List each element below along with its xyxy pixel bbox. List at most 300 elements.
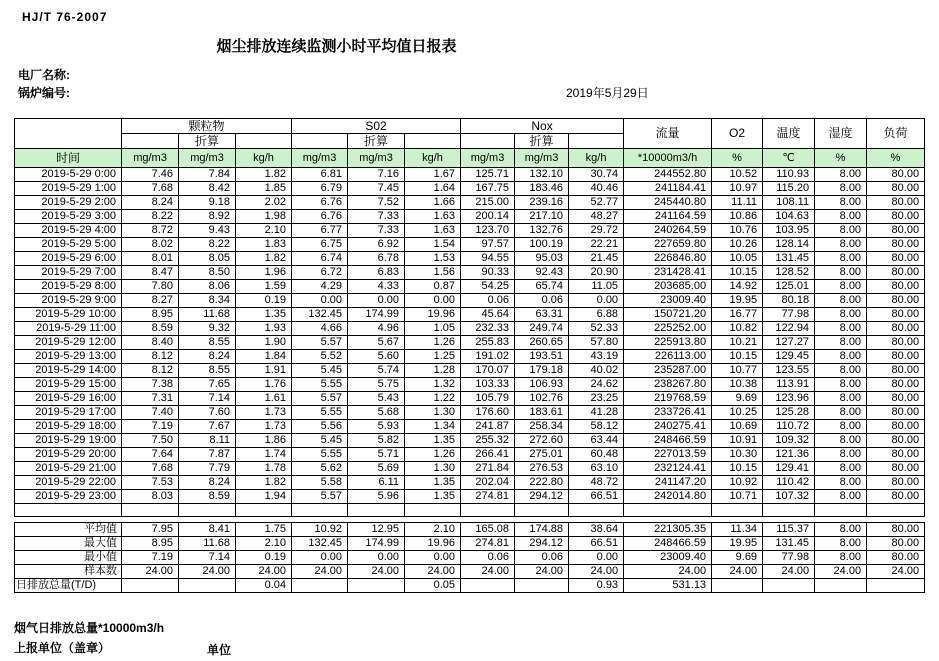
value-cell: 131.45 (763, 252, 815, 266)
value-cell: 249.74 (515, 322, 569, 336)
value-cell: 6.75 (292, 238, 348, 252)
value-cell: 22.21 (569, 238, 624, 252)
value-cell: 5.69 (348, 462, 405, 476)
value-cell: 5.55 (292, 378, 348, 392)
value-cell: 5.71 (348, 448, 405, 462)
table-row (15, 434, 925, 448)
value-cell: 1.98 (236, 210, 292, 224)
value-cell: 0.00 (405, 294, 461, 308)
value-cell: 48.72 (569, 476, 624, 490)
value-cell: 271.84 (461, 462, 515, 476)
time-cell: 2019-5-29 11:00 (15, 322, 122, 336)
table-header (15, 119, 925, 168)
summary-value-cell: 24.00 (867, 565, 925, 579)
value-cell: 7.50 (122, 434, 179, 448)
value-cell: 80.00 (867, 238, 925, 252)
value-cell: 95.03 (515, 252, 569, 266)
value-cell: 1.73 (236, 406, 292, 420)
value-cell: 7.64 (122, 448, 179, 462)
summary-value-cell: 9.69 (712, 551, 763, 565)
value-cell: 217.10 (515, 210, 569, 224)
table-row (15, 364, 925, 378)
value-cell: 8.00 (815, 378, 867, 392)
unit-header-cell: % (867, 149, 925, 168)
time-cell: 2019-5-29 3:00 (15, 210, 122, 224)
value-cell: 6.81 (292, 168, 348, 182)
value-cell: 174.99 (348, 308, 405, 322)
blank-row (15, 504, 925, 517)
table-row (15, 182, 925, 196)
value-cell: 4.33 (348, 280, 405, 294)
time-cell: 2019-5-29 9:00 (15, 294, 122, 308)
value-cell: 242014.80 (624, 490, 712, 504)
value-cell: 9.32 (179, 322, 236, 336)
value-cell: 106.93 (515, 378, 569, 392)
summary-value-cell: 24.00 (461, 565, 515, 579)
sub-header-converted-nox: 折算 (515, 134, 569, 149)
value-cell: 16.77 (712, 308, 763, 322)
unit-header-cell: kg/h (569, 149, 624, 168)
value-cell: 8.05 (179, 252, 236, 266)
summary-value-cell: 24.00 (236, 565, 292, 579)
value-cell: 203685.00 (624, 280, 712, 294)
table-row (15, 294, 925, 308)
time-cell: 2019-5-29 17:00 (15, 406, 122, 420)
summary-value-cell (348, 579, 405, 593)
value-cell: 10.05 (712, 252, 763, 266)
value-cell: 7.67 (179, 420, 236, 434)
value-cell: 103.33 (461, 378, 515, 392)
value-cell: 65.74 (515, 280, 569, 294)
summary-row (15, 565, 925, 579)
value-cell: 1.54 (405, 238, 461, 252)
value-cell: 232124.41 (624, 462, 712, 476)
value-cell: 80.00 (867, 350, 925, 364)
summary-value-cell (292, 579, 348, 593)
value-cell: 0.00 (292, 294, 348, 308)
value-cell: 226846.80 (624, 252, 712, 266)
value-cell: 54.25 (461, 280, 515, 294)
time-cell: 2019-5-29 21:00 (15, 462, 122, 476)
unit-header-cell: mg/m3 (179, 149, 236, 168)
value-cell: 4.29 (292, 280, 348, 294)
value-cell: 8.00 (815, 336, 867, 350)
value-cell: 5.45 (292, 434, 348, 448)
value-cell: 115.20 (763, 182, 815, 196)
summary-value-cell: 77.98 (763, 551, 815, 565)
blank-cell (122, 504, 179, 517)
sub-header-cell (122, 134, 179, 149)
value-cell: 255.32 (461, 434, 515, 448)
value-cell: 45.64 (461, 308, 515, 322)
value-cell: 1.82 (236, 476, 292, 490)
summary-value-cell: 24.00 (815, 565, 867, 579)
value-cell: 6.77 (292, 224, 348, 238)
value-cell: 225913.80 (624, 336, 712, 350)
value-cell: 5.60 (348, 350, 405, 364)
value-cell: 266.41 (461, 448, 515, 462)
value-cell: 7.79 (179, 462, 236, 476)
blank-cell (15, 504, 122, 517)
table-row (15, 462, 925, 476)
blank-cell (405, 504, 461, 517)
sub-header-cell (405, 134, 461, 149)
summary-value-cell: 8.00 (815, 551, 867, 565)
value-cell: 6.11 (348, 476, 405, 490)
value-cell: 80.00 (867, 294, 925, 308)
blank-cell (179, 504, 236, 517)
table-row (15, 476, 925, 490)
time-cell: 2019-5-29 15:00 (15, 378, 122, 392)
value-cell: 80.00 (867, 462, 925, 476)
boiler-number-label: 锅炉编号: (18, 86, 70, 100)
value-cell: 6.78 (348, 252, 405, 266)
time-cell: 2019-5-29 7:00 (15, 266, 122, 280)
value-cell: 0.06 (515, 294, 569, 308)
value-cell: 5.75 (348, 378, 405, 392)
value-cell: 5.57 (292, 336, 348, 350)
value-cell: 105.79 (461, 392, 515, 406)
summary-value-cell: 2.10 (405, 523, 461, 537)
value-cell: 8.01 (122, 252, 179, 266)
value-cell: 1.78 (236, 462, 292, 476)
summary-value-cell (867, 579, 925, 593)
table-row (15, 336, 925, 350)
group-header-row (15, 119, 925, 134)
summary-value-cell: 8.95 (122, 537, 179, 551)
value-cell: 1.56 (405, 266, 461, 280)
value-cell: 7.16 (348, 168, 405, 182)
summary-row (15, 551, 925, 565)
value-cell: 1.73 (236, 420, 292, 434)
value-cell: 123.96 (763, 392, 815, 406)
value-cell: 125.01 (763, 280, 815, 294)
value-cell: 1.30 (405, 406, 461, 420)
value-cell: 10.38 (712, 378, 763, 392)
time-cell: 2019-5-29 8:00 (15, 280, 122, 294)
value-cell: 10.71 (712, 490, 763, 504)
value-cell: 10.52 (712, 168, 763, 182)
value-cell: 1.25 (405, 350, 461, 364)
value-cell: 1.35 (405, 476, 461, 490)
value-cell: 1.61 (236, 392, 292, 406)
value-cell: 57.80 (569, 336, 624, 350)
value-cell: 60.48 (569, 448, 624, 462)
value-cell: 6.76 (292, 196, 348, 210)
value-cell: 7.31 (122, 392, 179, 406)
summary-value-cell: 0.06 (461, 551, 515, 565)
table-row (15, 168, 925, 182)
summary-value-cell: 38.64 (569, 523, 624, 537)
value-cell: 8.92 (179, 210, 236, 224)
blank-cell (624, 504, 712, 517)
value-cell: 6.76 (292, 210, 348, 224)
value-cell: 103.95 (763, 224, 815, 238)
value-cell: 231428.41 (624, 266, 712, 280)
sub-header-cell (461, 134, 515, 149)
summary-label: 平均值 (15, 523, 122, 537)
unit-header-cell: % (712, 149, 763, 168)
value-cell: 41.28 (569, 406, 624, 420)
value-cell: 80.00 (867, 308, 925, 322)
value-cell: 8.11 (179, 434, 236, 448)
time-cell: 2019-5-29 16:00 (15, 392, 122, 406)
value-cell: 6.72 (292, 266, 348, 280)
value-cell: 1.83 (236, 238, 292, 252)
value-cell: 1.76 (236, 378, 292, 392)
value-cell: 7.33 (348, 224, 405, 238)
value-cell: 1.28 (405, 364, 461, 378)
value-cell: 24.62 (569, 378, 624, 392)
value-cell: 8.00 (815, 224, 867, 238)
value-cell: 52.77 (569, 196, 624, 210)
value-cell: 40.02 (569, 364, 624, 378)
value-cell: 8.50 (179, 266, 236, 280)
summary-value-cell: 174.99 (348, 537, 405, 551)
value-cell: 183.61 (515, 406, 569, 420)
summary-value-cell: 24.00 (515, 565, 569, 579)
value-cell: 1.84 (236, 350, 292, 364)
value-cell: 239.16 (515, 196, 569, 210)
unit-header-cell: mg/m3 (515, 149, 569, 168)
table-row (15, 280, 925, 294)
value-cell: 226113.00 (624, 350, 712, 364)
time-cell: 2019-5-29 18:00 (15, 420, 122, 434)
value-cell: 8.00 (815, 434, 867, 448)
value-cell: 7.53 (122, 476, 179, 490)
value-cell: 40.46 (569, 182, 624, 196)
value-cell: 123.55 (763, 364, 815, 378)
value-cell: 6.83 (348, 266, 405, 280)
summary-value-cell: 0.04 (236, 579, 292, 593)
value-cell: 8.00 (815, 280, 867, 294)
value-cell: 80.18 (763, 294, 815, 308)
value-cell: 8.00 (815, 238, 867, 252)
emissions-table (14, 118, 925, 593)
value-cell: 260.65 (515, 336, 569, 350)
value-cell: 80.00 (867, 168, 925, 182)
value-cell: 6.88 (569, 308, 624, 322)
value-cell: 225252.00 (624, 322, 712, 336)
summary-value-cell: 8.41 (179, 523, 236, 537)
value-cell: 8.00 (815, 350, 867, 364)
summary-label: 最小值 (15, 551, 122, 565)
time-cell: 2019-5-29 14:00 (15, 364, 122, 378)
value-cell: 2.02 (236, 196, 292, 210)
value-cell: 1.59 (236, 280, 292, 294)
value-cell: 0.19 (236, 294, 292, 308)
value-cell: 7.84 (179, 168, 236, 182)
value-cell: 23.25 (569, 392, 624, 406)
time-header-spacer (15, 119, 122, 149)
summary-label: 日排放总量(T/D) (15, 579, 122, 593)
value-cell: 274.81 (461, 490, 515, 504)
value-cell: 1.05 (405, 322, 461, 336)
summary-value-cell (815, 579, 867, 593)
plant-name-label: 电厂名称: (18, 68, 70, 82)
summary-value-cell: 80.00 (867, 537, 925, 551)
value-cell: 1.82 (236, 168, 292, 182)
value-cell: 1.26 (405, 336, 461, 350)
value-cell: 80.00 (867, 182, 925, 196)
value-cell: 8.24 (122, 196, 179, 210)
value-cell: 127.27 (763, 336, 815, 350)
value-cell: 4.96 (348, 322, 405, 336)
value-cell: 8.00 (815, 266, 867, 280)
summary-label: 最大值 (15, 537, 122, 551)
summary-value-cell: 19.95 (712, 537, 763, 551)
summary-value-cell: 24.00 (405, 565, 461, 579)
table-row (15, 252, 925, 266)
summary-value-cell: 0.00 (292, 551, 348, 565)
value-cell: 11.11 (712, 196, 763, 210)
unit-header-cell: ℃ (763, 149, 815, 168)
summary-value-cell: 132.45 (292, 537, 348, 551)
summary-value-cell: 115.37 (763, 523, 815, 537)
value-cell: 8.00 (815, 462, 867, 476)
value-cell: 110.42 (763, 476, 815, 490)
value-cell: 10.21 (712, 336, 763, 350)
value-cell: 80.00 (867, 420, 925, 434)
summary-value-cell: 7.95 (122, 523, 179, 537)
unit-header-cell: kg/h (405, 149, 461, 168)
value-cell: 8.00 (815, 322, 867, 336)
value-cell: 8.00 (815, 196, 867, 210)
value-cell: 7.38 (122, 378, 179, 392)
value-cell: 5.45 (292, 364, 348, 378)
value-cell: 77.98 (763, 308, 815, 322)
summary-value-cell: 23009.40 (624, 551, 712, 565)
group-header-so2: S02 (292, 119, 461, 134)
value-cell: 1.30 (405, 462, 461, 476)
value-cell: 80.00 (867, 434, 925, 448)
value-cell: 1.86 (236, 434, 292, 448)
table-row (15, 420, 925, 434)
value-cell: 52.33 (569, 322, 624, 336)
value-cell: 10.97 (712, 182, 763, 196)
value-cell: 8.02 (122, 238, 179, 252)
summary-value-cell (122, 579, 179, 593)
table-body (15, 168, 925, 593)
summary-value-cell (712, 579, 763, 593)
value-cell: 10.15 (712, 266, 763, 280)
blank-cell (815, 504, 867, 517)
value-cell: 240264.59 (624, 224, 712, 238)
blank-cell (292, 504, 348, 517)
value-cell: 97.57 (461, 238, 515, 252)
table-row (15, 308, 925, 322)
group-header-nox: Nox (461, 119, 624, 134)
value-cell: 10.26 (712, 238, 763, 252)
summary-value-cell: 7.14 (179, 551, 236, 565)
value-cell: 8.27 (122, 294, 179, 308)
time-cell: 2019-5-29 6:00 (15, 252, 122, 266)
value-cell: 1.22 (405, 392, 461, 406)
table-row (15, 322, 925, 336)
value-cell: 19.95 (712, 294, 763, 308)
page-title: 烟尘排放连续监测小时平均值日报表 (216, 38, 457, 55)
value-cell: 58.12 (569, 420, 624, 434)
table-row (15, 210, 925, 224)
value-cell: 8.00 (815, 448, 867, 462)
value-cell: 7.65 (179, 378, 236, 392)
value-cell: 102.76 (515, 392, 569, 406)
table-row (15, 490, 925, 504)
unit-label: 单位 (207, 643, 232, 657)
summary-value-cell: 0.93 (569, 579, 624, 593)
group-header-temperature: 温度 (763, 119, 815, 149)
summary-value-cell: 12.95 (348, 523, 405, 537)
value-cell: 6.92 (348, 238, 405, 252)
value-cell: 9.43 (179, 224, 236, 238)
sub-header-converted-pm: 折算 (179, 134, 236, 149)
value-cell: 179.18 (515, 364, 569, 378)
value-cell: 9.69 (712, 392, 763, 406)
value-cell: 227013.59 (624, 448, 712, 462)
value-cell: 233726.41 (624, 406, 712, 420)
blank-cell (515, 504, 569, 517)
summary-value-cell: 11.68 (179, 537, 236, 551)
time-cell: 2019-5-29 19:00 (15, 434, 122, 448)
value-cell: 150721.20 (624, 308, 712, 322)
value-cell: 10.86 (712, 210, 763, 224)
table-row (15, 224, 925, 238)
value-cell: 7.87 (179, 448, 236, 462)
value-cell: 8.00 (815, 364, 867, 378)
value-cell: 90.33 (461, 266, 515, 280)
value-cell: 128.52 (763, 266, 815, 280)
value-cell: 7.45 (348, 182, 405, 196)
value-cell: 1.63 (405, 224, 461, 238)
value-cell: 8.00 (815, 406, 867, 420)
value-cell: 123.70 (461, 224, 515, 238)
value-cell: 0.87 (405, 280, 461, 294)
summary-value-cell: 24.00 (569, 565, 624, 579)
value-cell: 1.32 (405, 378, 461, 392)
unit-header-row (15, 149, 925, 168)
group-header-particulate: 颗粒物 (122, 119, 292, 134)
value-cell: 80.00 (867, 448, 925, 462)
unit-header-cell: kg/h (236, 149, 292, 168)
unit-header-cell: mg/m3 (348, 149, 405, 168)
summary-value-cell: 24.00 (712, 565, 763, 579)
value-cell: 8.55 (179, 364, 236, 378)
value-cell: 113.91 (763, 378, 815, 392)
value-cell: 107.32 (763, 490, 815, 504)
summary-value-cell: 165.08 (461, 523, 515, 537)
summary-value-cell (515, 579, 569, 593)
value-cell: 8.00 (815, 182, 867, 196)
summary-value-cell: 24.00 (348, 565, 405, 579)
summary-value-cell: 80.00 (867, 523, 925, 537)
value-cell: 1.94 (236, 490, 292, 504)
value-cell: 238267.80 (624, 378, 712, 392)
group-header-o2: O2 (712, 119, 763, 149)
time-cell: 2019-5-29 12:00 (15, 336, 122, 350)
value-cell: 108.11 (763, 196, 815, 210)
value-cell: 129.45 (763, 350, 815, 364)
value-cell: 6.79 (292, 182, 348, 196)
value-cell: 21.45 (569, 252, 624, 266)
summary-value-cell: 24.00 (763, 565, 815, 579)
value-cell: 8.34 (179, 294, 236, 308)
value-cell: 1.96 (236, 266, 292, 280)
value-cell: 5.56 (292, 420, 348, 434)
value-cell: 5.67 (348, 336, 405, 350)
value-cell: 80.00 (867, 224, 925, 238)
unit-header-cell: mg/m3 (292, 149, 348, 168)
value-cell: 8.95 (122, 308, 179, 322)
